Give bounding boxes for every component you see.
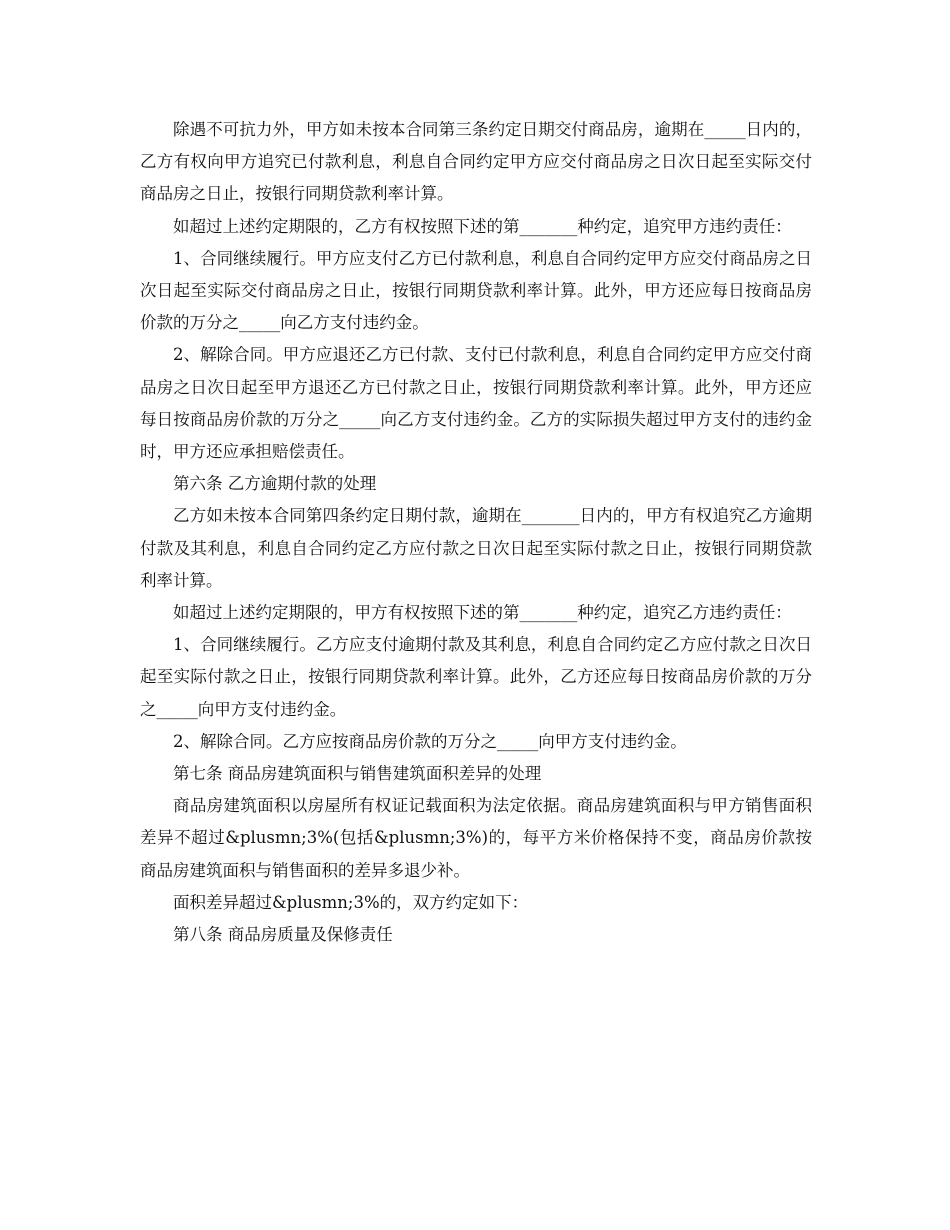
paragraph-seller-continue-contract: 1、合同继续履行。甲方应支付乙方已付款利息，利息自合同约定甲方应交付商品房之日次日起至实际交付商品房之日止，按银行同期贷款利率计算。此外，甲方还应每日按商品房价款的万分之_____向乙方支付违约金。 xyxy=(140,248,812,333)
paragraph-seller-terminate-contract: 2、解除合同。甲方应退还乙方已付款、支付已付款利息，利息自合同约定甲方应交付商品房之日次日起至甲方退还乙方已付款之日止，按银行同期贷款利率计算。此外，甲方还应每日按商品房价款的万分之_____向乙方支付违约金。乙方的实际损失超过甲方支付的违约金时，甲方还应承担赔偿责任。 xyxy=(140,345,812,462)
paragraph-buyer-late-payment: 乙方如未按本合同第四条约定日期付款，逾期在_______日内的，甲方有权追究乙方逾期付款及其利息，利息自合同约定乙方应付款之日次日起至实际付款之日止，按银行同期贷款利率计算。 xyxy=(140,506,812,590)
section-heading-article-7: 第七条 商品房建筑面积与销售建筑面积差异的处理 xyxy=(173,764,542,784)
paragraph-force-majeure-delivery: 除遇不可抗力外，甲方如未按本合同第三条约定日期交付商品房，逾期在_____日内的，乙方有权向甲方追究已付款利息，利息自合同约定甲方应交付商品房之日次日起至实际交付商品房之日止，按银行同期贷款利率计算。 xyxy=(140,120,812,204)
paragraph-seller-options: 如超过上述约定期限的，甲方有权按照下述的第_______种约定，追究乙方违约责任： xyxy=(173,603,792,623)
paragraph-buyer-options: 如超过上述约定期限的，乙方有权按照下述的第_______种约定，追究甲方违约责任： xyxy=(173,216,792,236)
section-heading-article-8: 第八条 商品房质量及保修责任 xyxy=(173,925,393,945)
paragraph-area-difference-agreement: 面积差异超过&plusmn;3%的，双方约定如下： xyxy=(173,892,529,912)
paragraph-area-basis: 商品房建筑面积以房屋所有权证记载面积为法定依据。商品房建筑面积与甲方销售面积差异不超过&plusmn;3%(包括&plusmn;3%)的，每平方米价格保持不变，商品房价款按商品房建筑面积与销售面积的差异多退少补。 xyxy=(140,796,812,880)
section-heading-article-6: 第六条 乙方逾期付款的处理 xyxy=(173,474,377,494)
document-body xyxy=(140,114,812,951)
paragraph-buyer-terminate-contract: 2、解除合同。乙方应按商品房价款的万分之_____向甲方支付违约金。 xyxy=(173,731,687,751)
paragraph-buyer-continue-contract: 1、合同继续履行。乙方应支付逾期付款及其利息，利息自合同约定乙方应付款之日次日起至实际付款之日止，按银行同期贷款利率计算。此外，乙方还应每日按商品房价款的万分之_____向甲方支付违约金。 xyxy=(140,635,812,719)
